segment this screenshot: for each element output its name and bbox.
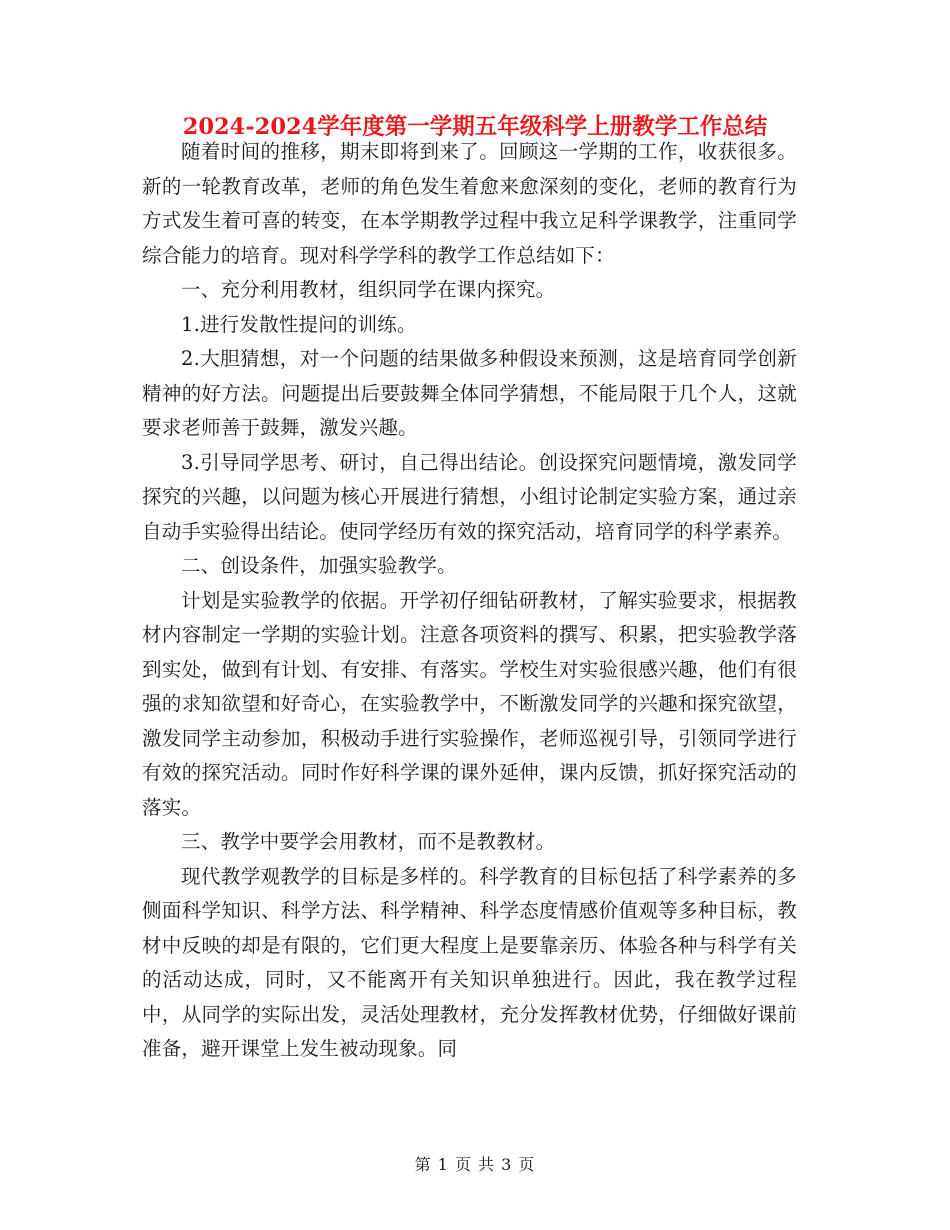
list-item-1: 1.进行发散性提问的训练。 — [181, 312, 417, 336]
list-item-2: 2.大胆猜想，对一个问题的结果做多种假设来预测，这是培育同学创新精神的好方法。问题提出后要鼓舞全体同学猜想，不能局限于几个人，这就要求老师善于鼓舞，激发兴趣。 — [142, 347, 797, 439]
section-heading-1: 一、充分利用教材，组织同学在课内探究。 — [181, 278, 556, 301]
section-3-paragraph: 现代教学观教学的目标是多样的。科学教育的目标包括了科学素养的多侧面科学知识、科学方法、科学精神、科学态度情感价值观等多种目标，教材中反映的却是有限的，它们更大程度上是要靠亲历、体验各种与科学有关的活动达成，同时，又不能离开有关知识单独进行。因此，我在教学过程中，从同学的实际出发，灵活处理教材，充分发挥教材优势，仔细做好课前准备，避开课堂上发生被动现象。同 — [142, 864, 797, 1060]
intro-paragraph: 随着时间的推移，期末即将到来了。回顾这一学期的工作，收获很多。新的一轮教育改革，老师的角色发生着愈来愈深刻的变化，老师的教育行为方式发生着可喜的转变，在本学期教学过程中我立足科学课教学，注重同学综合能力的培育。现对科学学科的教学工作总结如下： — [142, 140, 797, 267]
section-2-paragraph: 计划是实验教学的依据。开学初仔细钻研教材，了解实验要求，根据教材内容制定一学期的实验计划。注意各项资料的撰写、积累，把实验教学落到实处，做到有计划、有安排、有落实。学校生对实验很感兴趣，他们有很强的求知欲望和好奇心，在实验教学中，不断激发同学的兴趣和探究欲望，激发同学主动参加，积极动手进行实验操作，老师巡视引导，引领同学进行有效的探究活动。同时作好科学课的课外延伸，课内反馈，抓好探究活动的落实。 — [142, 588, 797, 819]
section-heading-3: 三、教学中要学会用教材，而不是教教材。 — [181, 830, 556, 853]
section-heading-2: 二、创设条件，加强实验教学。 — [181, 554, 457, 577]
document-title: 2024-2024学年度第一学期五年级科学上册教学工作总结 — [182, 114, 768, 140]
page-footer: 第 1 页 共 3 页 — [414, 1155, 536, 1174]
document-body — [142, 135, 797, 1067]
list-item-3: 3.引导同学思考、研讨，自己得出结论。创设探究问题情境，激发同学探究的兴趣，以问题为核心开展进行猜想，小组讨论制定实验方案，通过亲自动手实验得出结论。使同学经历有效的探究活动，培育同学的科学素养。 — [142, 450, 797, 543]
